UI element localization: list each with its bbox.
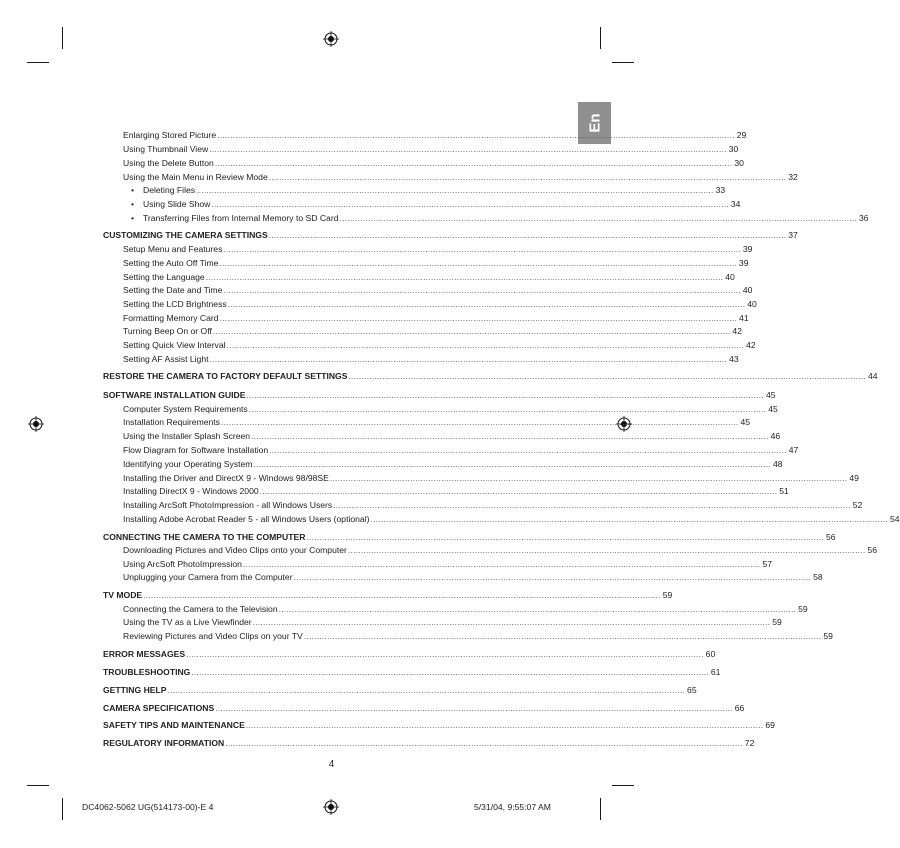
toc-entry-page: 54 xyxy=(890,514,900,524)
toc-entry-title: Setting AF Assist Light xyxy=(123,354,209,364)
toc-entry xyxy=(0,485,789,498)
toc-entry-title: Downloading Pictures and Video Clips onto your Computer xyxy=(123,545,347,555)
toc-entry-title: Deleting Files xyxy=(143,185,196,195)
toc-entry-title: TROUBLESHOOTING xyxy=(103,667,191,677)
toc-entry-title: Enlarging Stored Picture xyxy=(123,130,217,140)
dot-leader: ........................................................................................................................................................................................................ xyxy=(227,299,746,309)
dot-leader: ........................................................................................................................................................................................................ xyxy=(217,130,735,140)
toc-entry xyxy=(0,616,782,629)
toc-entry xyxy=(0,229,798,242)
toc-entry-title: Using the Main Menu in Review Mode xyxy=(123,172,268,182)
dot-leader: ........................................................................................................................................................................................................ xyxy=(167,685,686,695)
toc-entry-page: 42 xyxy=(732,326,742,336)
crop-mark xyxy=(62,27,63,49)
footer-left: DC4062-5062 UG(514173-00)-E 4 xyxy=(82,802,214,812)
toc-entry-title: ERROR MESSAGES xyxy=(103,649,186,659)
crop-mark xyxy=(600,27,601,49)
dot-leader: ........................................................................................................................................................................................................ xyxy=(223,244,741,254)
dot-leader: ........................................................................................................................................................................................................ xyxy=(269,445,787,455)
toc-entry-page: 32 xyxy=(788,172,798,182)
toc-entry-title: Turning Beep On or Off xyxy=(123,326,212,336)
dot-leader: ........................................................................................................................................................................................................ xyxy=(209,354,728,364)
dot-leader: ........................................................................................................................................................................................................ xyxy=(339,213,858,223)
toc-entry xyxy=(0,171,798,184)
toc-entry xyxy=(0,444,799,457)
dot-leader: ........................................................................................................................................................................................................ xyxy=(219,313,738,323)
crop-mark xyxy=(612,785,634,786)
dot-leader: ........................................................................................................................................................................................................ xyxy=(306,532,824,542)
toc-entry xyxy=(0,648,716,661)
toc-entry-page: 40 xyxy=(747,299,757,309)
toc-entry-title: CAMERA SPECIFICATIONS xyxy=(103,703,215,713)
toc-entry-title: Connecting the Camera to the Television xyxy=(123,604,278,614)
toc-entry-page: 61 xyxy=(710,667,721,677)
registration-mark-icon xyxy=(323,31,339,47)
page-number: 4 xyxy=(328,759,335,770)
dot-leader: ........................................................................................................................................................................................................ xyxy=(220,417,739,427)
toc-entry-page: 39 xyxy=(738,258,749,268)
dot-leader: ........................................................................................................................................................................................................ xyxy=(186,649,704,659)
crop-mark xyxy=(62,798,63,820)
toc-entry xyxy=(0,684,697,697)
toc-entry-title: GETTING HELP xyxy=(103,685,167,695)
toc-entry-page: 59 xyxy=(798,604,808,614)
toc-entry xyxy=(0,719,775,732)
toc-entry-page: 40 xyxy=(742,285,753,295)
toc-entry-title: Installing DirectX 9 - Windows 2000 xyxy=(123,486,259,496)
dot-leader: ........................................................................................................................................................................................................ xyxy=(303,631,822,641)
toc-entry-title: Using the Delete Button xyxy=(123,158,214,168)
toc-entry-title: Setting the Auto Off Time xyxy=(123,258,219,268)
toc-entry-title: Identifying your Operating System xyxy=(123,459,253,469)
toc-entry-page: 41 xyxy=(739,313,749,323)
toc-entry-page: 46 xyxy=(770,431,781,441)
toc-entry-title: Using the Installer Splash Screen xyxy=(123,431,251,441)
toc-entry-page: 39 xyxy=(742,244,753,254)
toc-entry-page: 43 xyxy=(729,354,739,364)
toc-entry-page: 59 xyxy=(662,590,673,600)
toc-entry xyxy=(0,129,747,142)
dot-leader: ........................................................................................................................................................................................................ xyxy=(212,326,731,336)
toc-entry-title: Using Slide Show xyxy=(143,199,211,209)
dot-leader: ........................................................................................................................................................................................................ xyxy=(205,272,724,282)
toc-entry-title: Using ArcSoft PhotoImpression xyxy=(123,559,242,569)
toc-entry-title: Formatting Memory Card xyxy=(123,313,219,323)
toc-entry-title: Reviewing Pictures and Video Clips on your TV xyxy=(123,631,303,641)
dot-leader: ........................................................................................................................................................................................................ xyxy=(225,738,743,748)
toc-entry xyxy=(0,312,749,325)
toc-entry-page: 45 xyxy=(740,417,751,427)
toc-entry xyxy=(0,298,757,311)
toc-entry xyxy=(0,499,863,512)
toc-entry-page: 40 xyxy=(725,272,735,282)
toc-entry xyxy=(0,589,673,602)
dot-leader: ........................................................................................................................................................................................................ xyxy=(333,500,851,510)
toc-entry-title: Setting Quick View Interval xyxy=(123,340,226,350)
toc-entry-title: RESTORE THE CAMERA TO FACTORY DEFAULT SETTINGS xyxy=(103,371,348,381)
crop-mark xyxy=(600,798,601,820)
toc-entry xyxy=(0,630,833,643)
bullet-icon: • xyxy=(131,213,135,223)
dot-leader: ........................................................................................................................................................................................................ xyxy=(293,572,812,582)
toc-entry-title: Computer System Requirements xyxy=(123,404,248,414)
toc-entry-title: REGULATORY INFORMATION xyxy=(103,738,225,748)
toc-entry xyxy=(0,184,726,197)
toc-entry-page: 59 xyxy=(823,631,833,641)
dot-leader: ........................................................................................................................................................................................................ xyxy=(223,285,741,295)
toc-entry-page: 58 xyxy=(813,572,823,582)
toc-entry-title: TV MODE xyxy=(103,590,143,600)
toc-entry-title: SOFTWARE INSTALLATION GUIDE xyxy=(103,390,246,400)
toc-entry xyxy=(0,157,744,170)
toc-entry xyxy=(0,198,741,211)
toc-entry xyxy=(0,243,753,256)
toc-entry xyxy=(0,558,773,571)
toc-entry xyxy=(0,284,753,297)
dot-leader: ........................................................................................................................................................................................................ xyxy=(370,514,889,524)
dot-leader: ........................................................................................................................................................................................................ xyxy=(209,144,727,154)
toc-entry-title: CONNECTING THE CAMERA TO THE COMPUTER xyxy=(103,532,306,542)
toc-entry xyxy=(0,737,755,750)
toc-entry xyxy=(0,666,721,679)
bullet-icon: • xyxy=(131,185,135,195)
dot-leader: ........................................................................................................................................................................................................ xyxy=(347,545,866,555)
toc-entry-page: 37 xyxy=(788,230,798,240)
registration-mark-icon xyxy=(323,799,339,815)
toc-entry-page: 42 xyxy=(746,340,756,350)
toc-entry-page: 56 xyxy=(825,532,836,542)
toc-entry-page: 30 xyxy=(734,158,744,168)
crop-mark xyxy=(612,62,634,63)
toc-entry-page: 72 xyxy=(744,738,755,748)
toc-entry-page: 66 xyxy=(734,703,745,713)
toc-entry xyxy=(0,403,778,416)
toc-entry xyxy=(0,513,900,526)
dot-leader: ........................................................................................................................................................................................................ xyxy=(348,371,866,381)
toc-entry-title: Installing the Driver and DirectX 9 - Windows 98/98SE xyxy=(123,473,329,483)
toc-entry-title: Transferring Files from Internal Memory to SD Card xyxy=(143,213,339,223)
toc-entry-page: 29 xyxy=(736,130,747,140)
dot-leader: ........................................................................................................................................................................................................ xyxy=(196,185,714,195)
dot-leader: ........................................................................................................................................................................................................ xyxy=(278,604,797,614)
toc-entry xyxy=(0,472,859,485)
toc-entry xyxy=(0,353,739,366)
toc-entry-title: CUSTOMIZING THE CAMERA SETTINGS xyxy=(103,230,268,240)
dot-leader: ........................................................................................................................................................................................................ xyxy=(226,340,745,350)
toc-entry-page: 45 xyxy=(768,404,778,414)
toc-entry-title: Installing Adobe Acrobat Reader 5 - all Windows Users (optional) xyxy=(123,514,370,524)
dot-leader: ........................................................................................................................................................................................................ xyxy=(211,199,729,209)
toc-entry-page: 36 xyxy=(859,213,869,223)
dot-leader: ........................................................................................................................................................................................................ xyxy=(246,390,764,400)
toc-entry xyxy=(0,339,756,352)
toc-entry xyxy=(0,271,735,284)
toc-entry-page: 51 xyxy=(779,486,789,496)
crop-mark xyxy=(27,785,49,786)
dot-leader: ........................................................................................................................................................................................................ xyxy=(259,486,778,496)
dot-leader: ........................................................................................................................................................................................................ xyxy=(242,559,761,569)
dot-leader: ........................................................................................................................................................................................................ xyxy=(215,703,733,713)
toc-entry xyxy=(0,702,745,715)
toc-entry-page: 44 xyxy=(868,371,878,381)
toc-entry-page: 34 xyxy=(730,199,741,209)
toc-entry xyxy=(0,430,781,443)
toc-entry xyxy=(0,603,808,616)
toc-entry xyxy=(0,389,776,402)
dot-leader: ........................................................................................................................................................................................................ xyxy=(268,230,787,240)
toc-entry xyxy=(0,325,742,338)
toc-entry-title: Using Thumbnail View xyxy=(123,144,209,154)
toc-entry-title: Flow Diagram for Software Installation xyxy=(123,445,269,455)
toc-entry xyxy=(0,257,749,270)
toc-entry-page: 49 xyxy=(849,473,859,483)
toc-entry-title: Installation Requirements xyxy=(123,417,220,427)
toc-entry-page: 47 xyxy=(788,445,799,455)
toc-entry-page: 52 xyxy=(852,500,863,510)
toc-entry-title: Setting the Date and Time xyxy=(123,285,223,295)
toc-entry-title: Using the TV as a Live Viewfinder xyxy=(123,617,252,627)
dot-leader: ........................................................................................................................................................................................................ xyxy=(251,431,769,441)
toc-entry-title: Setting the Language xyxy=(123,272,205,282)
toc-entry-page: 33 xyxy=(715,185,726,195)
dot-leader: ........................................................................................................................................................................................................ xyxy=(219,258,737,268)
dot-leader: ........................................................................................................................................................................................................ xyxy=(191,667,709,677)
toc-entry xyxy=(0,458,783,471)
toc-entry xyxy=(0,370,878,383)
toc-entry-page: 65 xyxy=(687,685,697,695)
toc-entry xyxy=(0,143,739,156)
toc-entry xyxy=(0,212,869,225)
toc-entry-page: 56 xyxy=(867,545,877,555)
dot-leader: ........................................................................................................................................................................................................ xyxy=(248,404,767,414)
toc-entry-page: 60 xyxy=(705,649,716,659)
toc-entry-title: Installing ArcSoft PhotoImpression - all Windows Users xyxy=(123,500,333,510)
bullet-icon: • xyxy=(131,199,135,209)
toc-entry xyxy=(0,531,836,544)
toc-entry-page: 45 xyxy=(765,390,776,400)
toc-entry-page: 59 xyxy=(772,617,782,627)
dot-leader: ........................................................................................................................................................................................................ xyxy=(253,459,771,469)
toc-entry xyxy=(0,544,877,557)
toc-entry-page: 30 xyxy=(728,144,739,154)
dot-leader: ........................................................................................................................................................................................................ xyxy=(214,158,733,168)
toc-entry-title: Setting the LCD Brightness xyxy=(123,299,227,309)
toc-entry-page: 57 xyxy=(762,559,773,569)
toc-entry-page: 69 xyxy=(765,720,775,730)
toc-entry-title: Setup Menu and Features xyxy=(123,244,223,254)
dot-leader: ........................................................................................................................................................................................................ xyxy=(143,590,661,600)
footer-right: 5/31/04, 9:55:07 AM xyxy=(474,802,551,812)
toc-entry xyxy=(0,416,751,429)
toc-entry-title: SAFETY TIPS AND MAINTENANCE xyxy=(103,720,245,730)
toc-entry-title: Unplugging your Camera from the Computer xyxy=(123,572,293,582)
toc-entry-page: 48 xyxy=(772,459,783,469)
dot-leader: ........................................................................................................................................................................................................ xyxy=(268,172,787,182)
dot-leader: ........................................................................................................................................................................................................ xyxy=(245,720,764,730)
dot-leader: ........................................................................................................................................................................................................ xyxy=(252,617,771,627)
crop-mark xyxy=(27,62,49,63)
dot-leader: ........................................................................................................................................................................................................ xyxy=(329,473,848,483)
language-tab-label: En xyxy=(586,113,603,133)
toc-entry xyxy=(0,571,823,584)
